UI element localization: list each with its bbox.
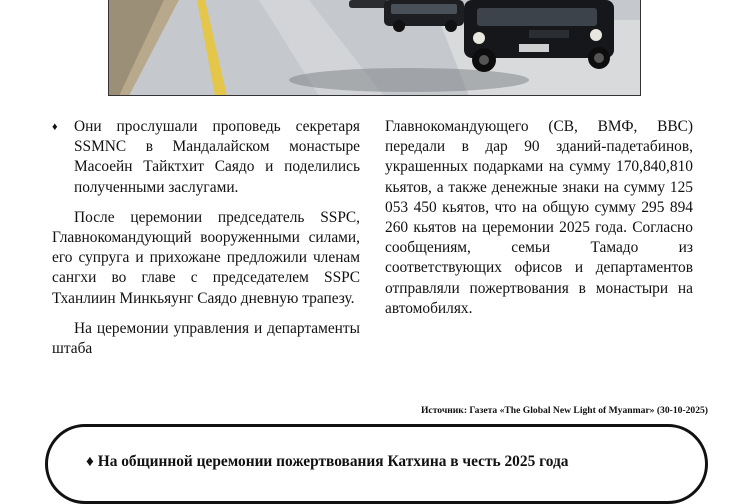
left-column xyxy=(52,117,360,369)
paragraph-departments: На церемонии управления и департаменты штаба xyxy=(52,319,360,358)
box-heading-text: На общинной церемонии пожертвования Катхина в честь 2025 года xyxy=(97,453,569,470)
paragraph-ceremony-meal: После церемонии председатель SSPC, Главнокомандующий вооруженными силами, его супруга и прихожане предложили членам сангхи во главе с председателем SSPC Тханлиин Минкьяунг Саядо дневную трапезу. xyxy=(52,208,360,307)
paragraph-donations: Главнокомандующего (СВ, ВМФ, ВВС) передали в дар 90 зданий-падетабинов, украшенных подарками на сумму 170,840,810 кьятов, а также денежные знаки на сумму 125 053 450 кьятов, что на общую сумму 295 894 260 кьятов на церемонии 2025 года. Согласно сообщениям, семьи Тамадо из соответствующих офисов и департаментов отправляли пожертвования в монастыри на автомобилях. xyxy=(385,118,693,317)
rounded-text-box xyxy=(45,424,708,504)
box-heading xyxy=(86,452,691,472)
photo-cars-on-road xyxy=(109,0,641,96)
diamond-bullet-icon: ♦ xyxy=(86,453,94,470)
right-column xyxy=(385,117,693,319)
news-photo xyxy=(108,0,641,96)
bullet-text: Они прослушали проповедь секретаря SSMNC в Мандалайском монастыре Масоейн Тайктхит Саядо и поделились полученными заслугами. xyxy=(74,118,360,196)
source-citation: Источник: Газета «The Global New Light of Myanmar» (30-10-2025) xyxy=(420,405,708,416)
bullet-paragraph xyxy=(52,117,360,198)
diamond-bullet-icon: ♦ xyxy=(52,121,58,133)
